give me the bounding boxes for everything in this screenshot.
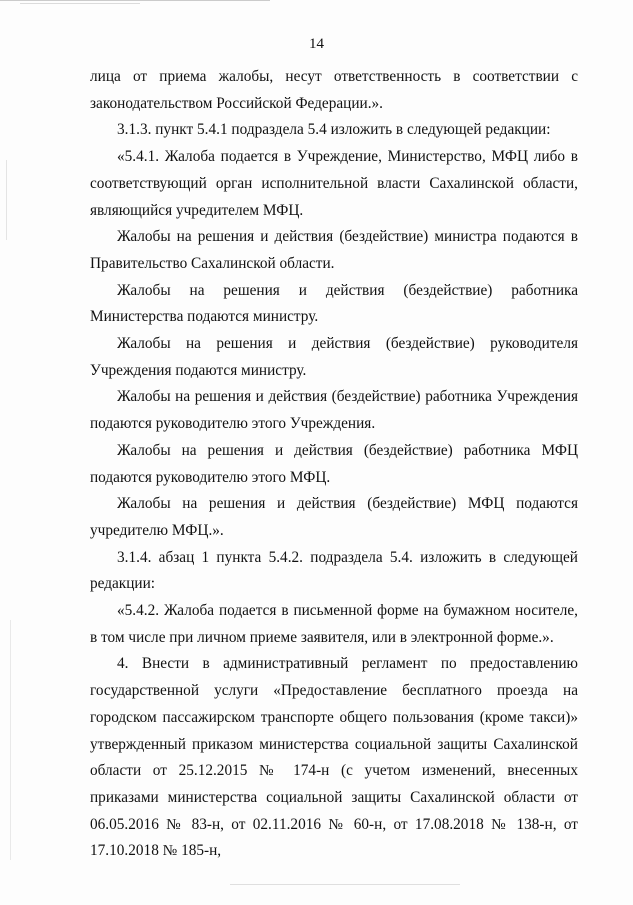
scan-edge-mark <box>10 620 11 860</box>
paragraph-institution-employee-complaints: Жалобы на решения и действия (бездействие) работника Учреждения подаются руководителю этого Учреждения. <box>90 388 578 433</box>
paragraph-mfc-employee-complaints: Жалобы на решения и действия (бездействие) работника МФЦ подаются руководителю этого МФЦ. <box>90 441 578 486</box>
paragraph-5-4-2: «5.4.2. Жалоба подается в письменной форме на бумажном носителе, в том числе при личном приеме заявителя, или в электронной форме.». <box>90 602 578 646</box>
paragraph-continuation: лица от приема жалобы, несут ответственность в соответствии с законодательством Российской Федерации.». <box>90 68 578 112</box>
paragraph-5-4-1: «5.4.1. Жалоба подается в Учреждение, Министерство, МФЦ либо в соответствующий орган исполнительной власти Сахалинской области, являющийся учредителем МФЦ. <box>90 148 578 219</box>
document-body <box>90 64 578 865</box>
scan-edge-mark <box>20 3 140 4</box>
page-number: 14 <box>309 36 324 52</box>
paragraph-institution-head-complaints: Жалобы на решения и действия (бездействие) руководителя Учреждения подаются министру. <box>90 335 578 379</box>
paragraph-minister-complaints: Жалобы на решения и действия (бездействие) министра подаются в Правительство Сахалинской области. <box>90 228 578 272</box>
scan-edge-mark <box>6 160 7 240</box>
paragraph-mfc-complaints: Жалобы на решения и действия (бездействие) МФЦ подаются учредителю МФЦ.». <box>90 495 578 539</box>
scan-edge-mark <box>0 0 270 1</box>
paragraph-3-1-4: 3.1.4. абзац 1 пункта 5.4.2. подраздела 5.4. изложить в следующей редакции: <box>90 548 578 593</box>
paragraph-ministry-employee-complaints: Жалобы на решения и действия (бездействие) работника Министерства подаются министру. <box>90 281 578 326</box>
scan-edge-mark <box>230 884 460 885</box>
paragraph-3-1-3: 3.1.3. пункт 5.4.1 подраздела 5.4 изложить в следующей редакции: <box>117 121 551 139</box>
paragraph-item-4: 4. Внести в административный регламент по предоставлению государственной услуги «Предоставление бесплатного проезда на городском пассажирском транспорте общего пользования (кроме такси)» утвержденный приказом министерства социальной защиты Сахалинской области от 25.12.2015 № 174-н (с учетом изменений, внесенных приказами министерства социальной защиты Сахалинской области от 06.05.2016 № 83-н, от 02.11.2016 № 60-н, от 17.08.2018 № 138-н, от 17.10.2018 № 185-н, <box>90 655 578 860</box>
